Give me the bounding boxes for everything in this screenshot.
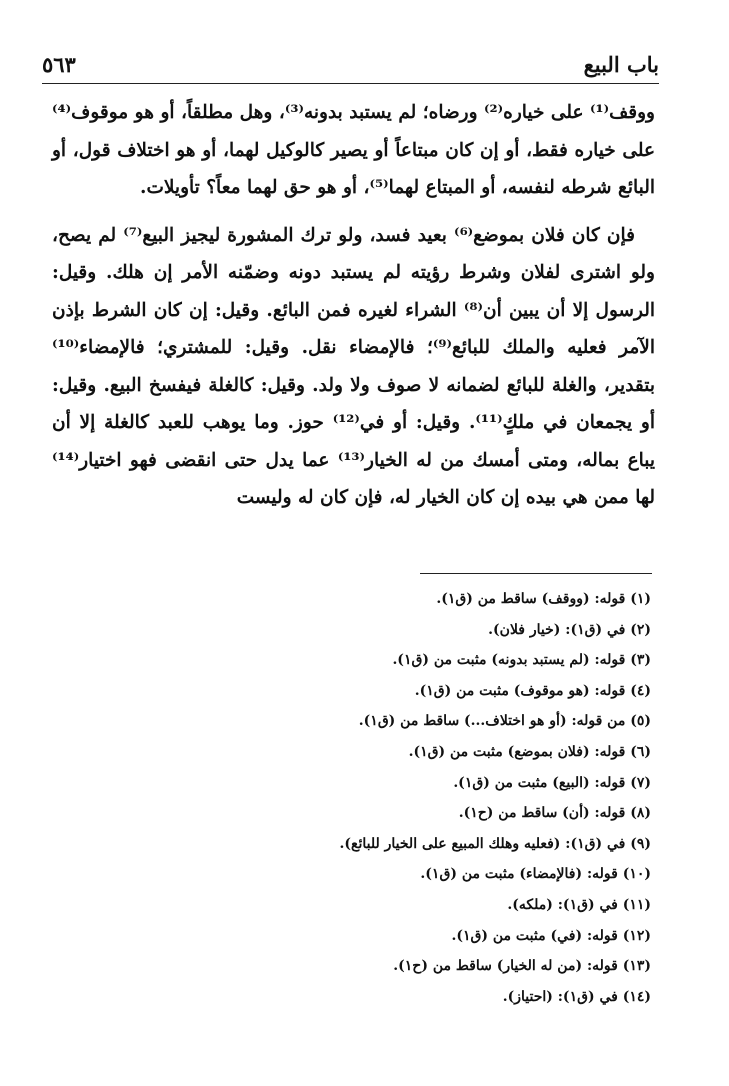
footnote: (١٢) قوله: (في) مثبت من (ق١).	[451, 927, 651, 944]
main-text	[52, 94, 655, 517]
footnote: (١) قوله: (ووقف) ساقط من (ق١).	[436, 591, 651, 607]
paragraph: ووقف⁽¹⁾ على خياره⁽²⁾ ورضاه؛ لم يستبد بدونه⁽³⁾، وهل مطلقاً، أو هو موقوف⁽⁴⁾ على خياره فقط، أو إن كان مبتاعاً أو يصير كالوكيل لهما، أو هو اختلاف قول، أو البائع شرطه لنفسه، أو المبتاع لهما⁽⁵⁾، أو هو حق لهما معاً؟ تأويلات.	[52, 102, 655, 198]
page-number: ٥٦٣	[42, 52, 76, 77]
footnote: (٣) قوله: (لم يستبد بدونه) مثبت من (ق١).	[392, 652, 651, 669]
page-header	[42, 40, 659, 84]
footnote: (٢) في (ق١): (خيار فلان).	[488, 621, 651, 638]
footnotes-list	[52, 584, 651, 1012]
running-title: باب البيع	[583, 52, 659, 77]
footnote: (٨) قوله: (أن) ساقط من (ح١).	[458, 805, 651, 822]
footnote: (٤) قوله: (هو موقوف) مثبت من (ق١).	[414, 682, 651, 699]
footnote: (٦) قوله: (فلان بموضع) مثبت من (ق١).	[408, 743, 651, 760]
paragraph: فإن كان فلان بموضع⁽⁶⁾ بعيد فسد، ولو ترك المشورة ليجيز البيع⁽⁷⁾ لم يصح، ولو اشترى لفلان وشرط رؤيته لم يستبد دونه وضمّنه الأمر إن هلك. وقيل: الرسول إلا أن يبين أن⁽⁸⁾ الشراء لغيره فمن البائع. وقيل: إن كان الشرط بإذن الآمر فعليه والملك للبائع⁽⁹⁾؛ فالإمضاء نقل. وقيل: للمشتري؛ فالإمضاء⁽¹⁰⁾ بتقدير، والغلة للبائع لضمانه لا صوف ولا ولد. وقيل: كالغلة فيفسخ البيع. وقيل: أو يجمعان في ملكٍ⁽¹¹⁾. وقيل: أو في⁽¹²⁾ حوز. وما يوهب للعبد كالغلة إلا أن يباع بماله، ومتى أمسك من له الخيار⁽¹³⁾ عما يدل حتى انقضى فهو اختيار⁽¹⁴⁾ لها ممن هي بيده إن كان الخيار له، فإن كان له وليست	[52, 224, 656, 508]
footnote-separator	[420, 573, 652, 574]
footnote: (١٣) قوله: (من له الخيار) ساقط من (ح١).	[393, 958, 651, 975]
footnote: (٧) قوله: (البيع) مثبت من (ق١).	[453, 774, 651, 791]
footnote: (١٠) قوله: (فالإمضاء) مثبت من (ق١).	[420, 866, 651, 883]
footnote: (١١) في (ق١): (ملكه).	[507, 896, 651, 913]
footnote: (١٤) في (ق١): (احتياز).	[502, 988, 651, 1005]
footnote: (٩) في (ق١): (فعليه وهلك المبيع على الخيار للبائع).	[339, 835, 651, 852]
footnote: (٥) من قوله: (أو هو اختلاف...) ساقط من (ق١).	[358, 713, 651, 730]
